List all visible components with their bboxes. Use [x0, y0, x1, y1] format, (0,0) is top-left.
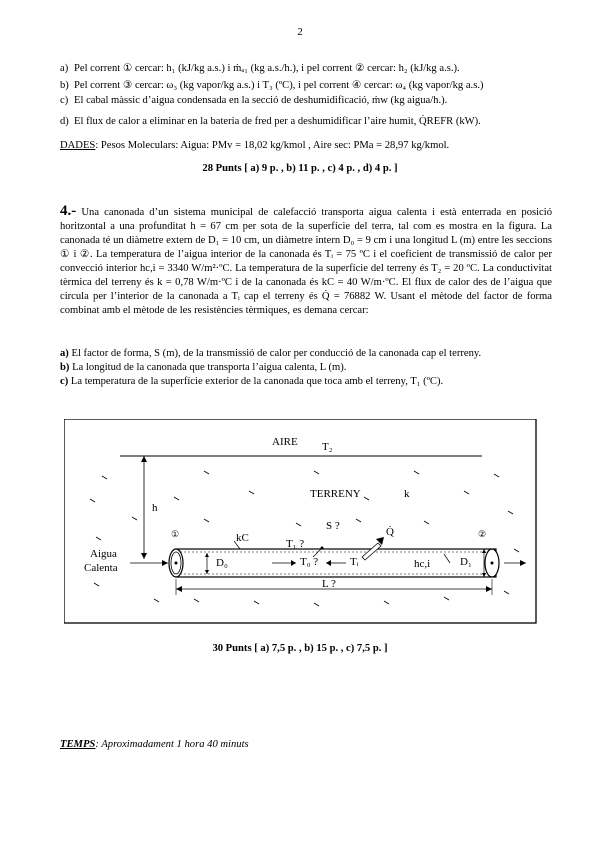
question-b-text: La longitud de la canonada que transporta l’aigua calenta, L (m).: [72, 362, 347, 373]
label-d1: D₁: [460, 556, 472, 568]
label-terreny: TERRENY: [310, 488, 361, 500]
label-section-1: ①: [171, 529, 180, 539]
temps-text: : Aproximadament 1 hora 40 minuts: [95, 739, 249, 750]
label-calenta: Calenta: [84, 562, 118, 574]
item-c-label: c): [60, 95, 69, 106]
label-t2: T₂: [322, 441, 333, 453]
question-a-label: a): [60, 348, 69, 359]
item-c-text: El cabal màssic d’aigua condensada en la secció de deshumidificació, ṁw (kg aigua/h.).: [74, 95, 448, 106]
temps-label: TEMPS: [60, 739, 96, 750]
label-hci: hc,i: [414, 558, 431, 570]
problem4-text: Una canonada d’un sistema municipal de calefacció transporta aigua calenta i està enterrada en posició horitzontal a una profunditat h = 67 cm per sota de la superfície del terra, tal com es mostra en la figura. La canonada té un diàmetre extern de D₁ = 10 cm, un diàmetre intern D₀ = 9 cm i una longitud L (m) entre les seccions ① i ②. La temperatura de l’aigua interior de la canonada és Tᵢ = 75 ºC i el coeficient de transmissió de calor per convecció interior hc,i = 3340 W/m²·ºC. La temperatura de la superfície del terreny és T₂ = 20 ºC. La conductivitat tèrmica del terreny és k = 0,78 W/m·ºC i de la canonada és kC = 40 W/m·ºC. El flux de calor des de l’aigua que circula per l’interior de la canonada a Tᵢ cap el terreny és Q̇ = 76882 W. Usant el mètode del factor de forma combinat amb el mètode de les resistències tèrmiques, es demana cercar:: [60, 207, 552, 316]
item-a-text: Pel corrent ① cercar: h₁ (kJ/kg a.s.) i ṁₐ₁ (kg a.s./h.), i pel corrent ② cercar: h₂ (kJ/kg a.s.).: [74, 63, 460, 74]
label-d0: D₀: [216, 557, 228, 569]
pipe-end-1-center: [175, 562, 178, 565]
label-t1: T₁ ?: [286, 538, 305, 550]
t1-point: [321, 547, 324, 550]
points-prev: 28 Punts [ a) 9 p. , b) 11 p. , c) 4 p. , d) 4 p. ]: [202, 163, 398, 174]
label-aigua: Aigua: [90, 548, 117, 560]
question-a: [60, 348, 560, 359]
question-c: [60, 376, 560, 387]
label-k: k: [404, 488, 410, 500]
item-b-text: Pel corrent ③ cercar: ω₃ (kg vapor/kg a.s.) i T₃ (ºC), i pel corrent ④ cercar: ω₄ (kg vapor/kg a.s.): [74, 80, 484, 91]
label-l: L ?: [322, 578, 336, 590]
label-ti: Tᵢ: [350, 556, 359, 568]
page-number: 2: [297, 26, 303, 38]
figure-frame: [64, 419, 536, 623]
dades-text: : Pesos Moleculars: Aigua: PMv = 18,02 kg/kmol , Aire sec: PMa = 28,97 kg/kmol.: [95, 140, 450, 151]
question-b: [60, 362, 560, 373]
question-c-label: c): [60, 376, 69, 387]
item-c: [60, 95, 560, 106]
problem4-statement: [60, 204, 552, 318]
item-d-text: El flux de calor a eliminar en la bateria de fred per a deshumidificar l’aire humit, Q̇REFR (kW).: [74, 116, 481, 127]
question-b-label: b): [60, 362, 70, 373]
question-a-text: El factor de forma, S (m), de la transmissió de calor per conducció de la canonada cap el terreny.: [71, 348, 482, 359]
dades-line: [60, 140, 560, 151]
label-t0: T₀ ?: [300, 556, 319, 568]
item-a: [60, 62, 560, 74]
pipe-end-2-center: [491, 562, 494, 565]
label-aire: AIRE: [272, 436, 298, 448]
item-d: [60, 116, 560, 127]
points-problem4: 30 Punts [ a) 7,5 p. , b) 15 p. , c) 7,5 p. ]: [212, 643, 388, 654]
problem4-number: 4.-: [60, 203, 77, 219]
label-kc: kC: [236, 532, 249, 544]
item-b-label: b): [60, 80, 69, 91]
label-section-2: ②: [478, 529, 487, 539]
label-h: h: [152, 502, 158, 514]
item-b: [60, 79, 560, 91]
item-a-label: a): [60, 63, 69, 74]
label-s: S ?: [326, 520, 340, 532]
question-c-text: La temperatura de la superfície exterior de la canonada que toca amb el terreny, T₁ (ºC).: [70, 376, 444, 387]
label-q: Q̇: [386, 526, 394, 538]
item-d-label: d): [60, 116, 69, 127]
pipe-figure: [64, 419, 538, 625]
temps-line: [60, 739, 560, 750]
dades-label: DADES: [60, 140, 96, 151]
